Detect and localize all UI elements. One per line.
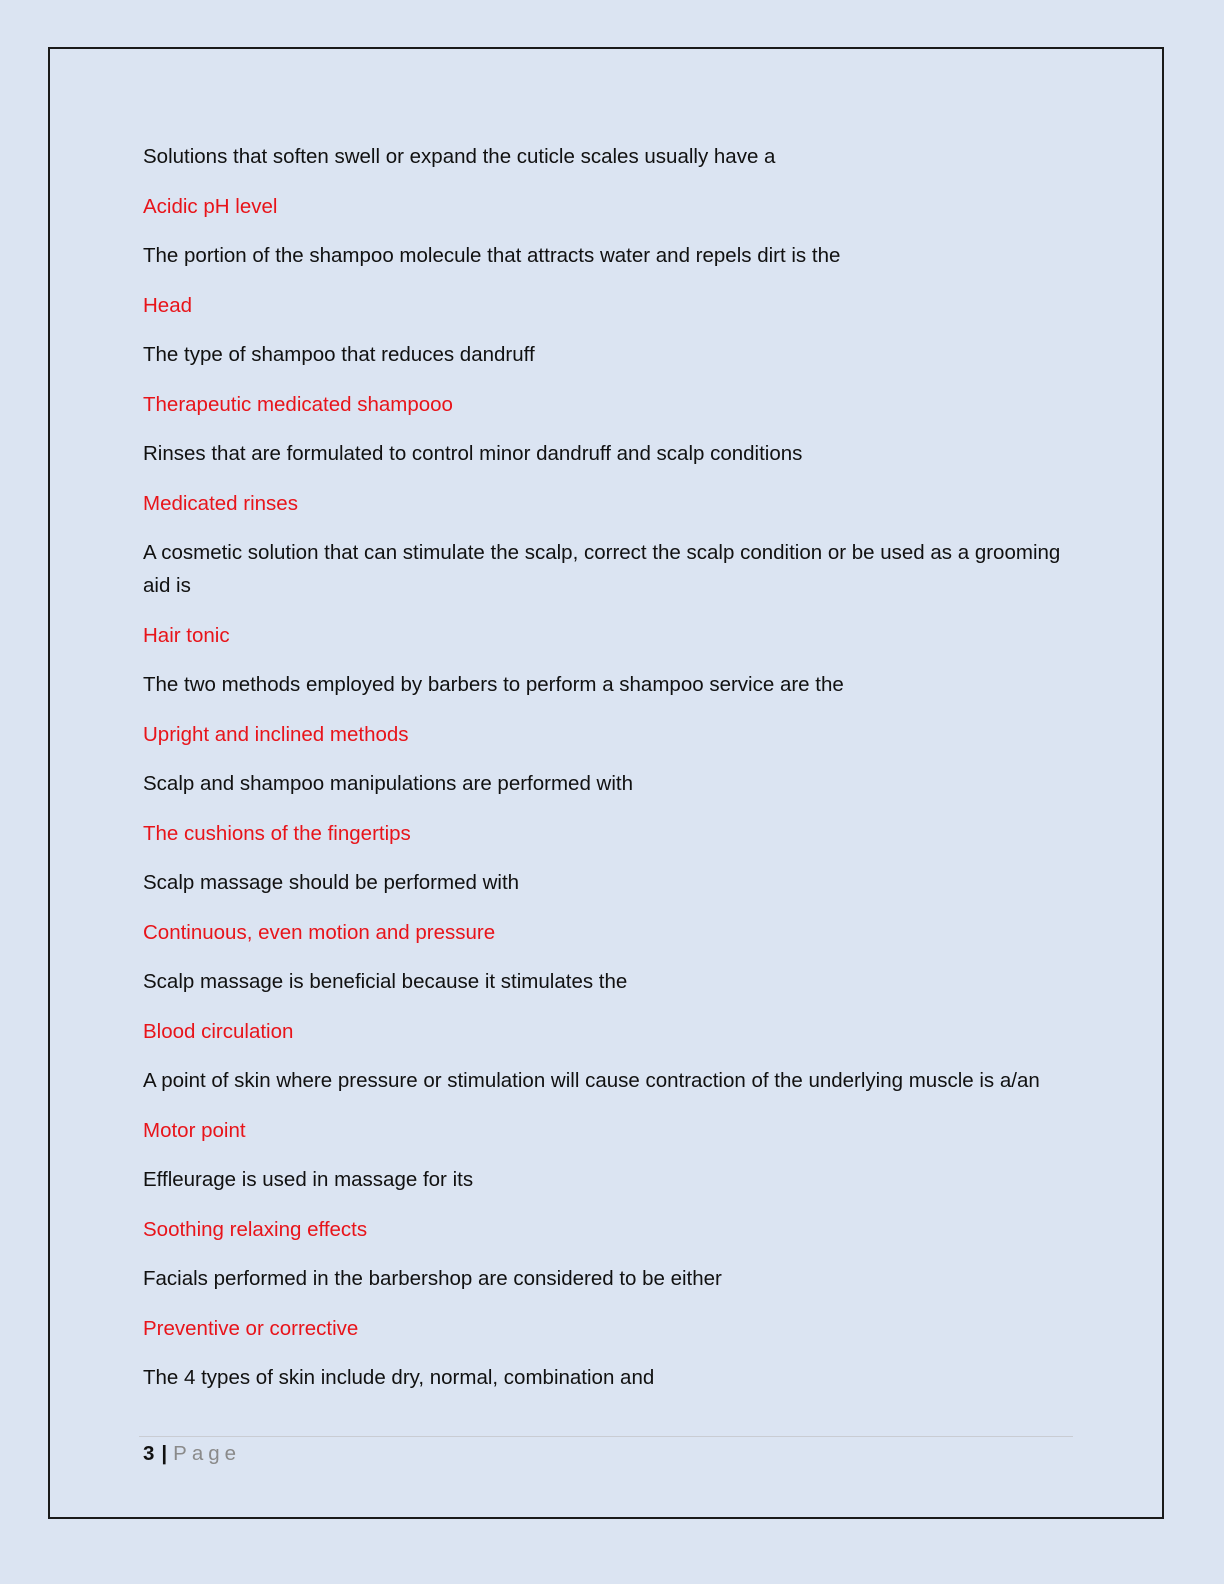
answer-text: Upright and inclined methods — [143, 722, 409, 746]
answer-text: Motor point — [143, 1118, 246, 1142]
question-text: Scalp and shampoo manipulations are performed with — [143, 772, 633, 795]
answer-text: Medicated rinses — [143, 491, 298, 515]
answer-text: Hair tonic — [143, 623, 230, 647]
document-body — [143, 140, 1073, 1411]
question-text: Facials performed in the barbershop are considered to be either — [143, 1267, 722, 1290]
question-text: Scalp massage should be performed with — [143, 871, 520, 894]
question-text: The type of shampoo that reduces dandruff — [143, 343, 535, 366]
page-number: 3 — [143, 1442, 155, 1465]
answer-text: Preventive or corrective — [143, 1316, 359, 1340]
footer-separator: | — [161, 1442, 168, 1465]
question-text: The two methods employed by barbers to perform a shampoo service are the — [143, 673, 844, 696]
answer-text: Therapeutic medicated shampooo — [143, 392, 453, 416]
page-footer — [143, 1438, 241, 1470]
question-text: A point of skin where pressure or stimulation will cause contraction of the underlying muscle is a/an — [143, 1069, 1040, 1092]
answer-text: Soothing relaxing effects — [143, 1217, 368, 1241]
question-text: Scalp massage is beneficial because it stimulates the — [143, 970, 628, 993]
question-text: The portion of the shampoo molecule that attracts water and repels dirt is the — [143, 244, 841, 267]
answer-text: The cushions of the fingertips — [143, 821, 411, 845]
answer-text: Blood circulation — [143, 1019, 294, 1043]
question-text: Rinses that are formulated to control minor dandruff and scalp conditions — [143, 442, 803, 465]
answer-text: Continuous, even motion and pressure — [143, 920, 496, 944]
question-text: Effleurage is used in massage for its — [143, 1168, 474, 1191]
question-text: The 4 types of skin include dry, normal, combination and — [143, 1366, 655, 1389]
question-text: Solutions that soften swell or expand the cuticle scales usually have a — [143, 145, 776, 168]
answer-text: Head — [143, 293, 193, 317]
question-text: A cosmetic solution that can stimulate the scalp, correct the scalp condition or be used as a grooming aid is — [143, 541, 1061, 597]
answer-text: Acidic pH level — [143, 194, 278, 218]
page-label: Page — [173, 1442, 242, 1465]
footer-divider — [139, 1436, 1073, 1437]
